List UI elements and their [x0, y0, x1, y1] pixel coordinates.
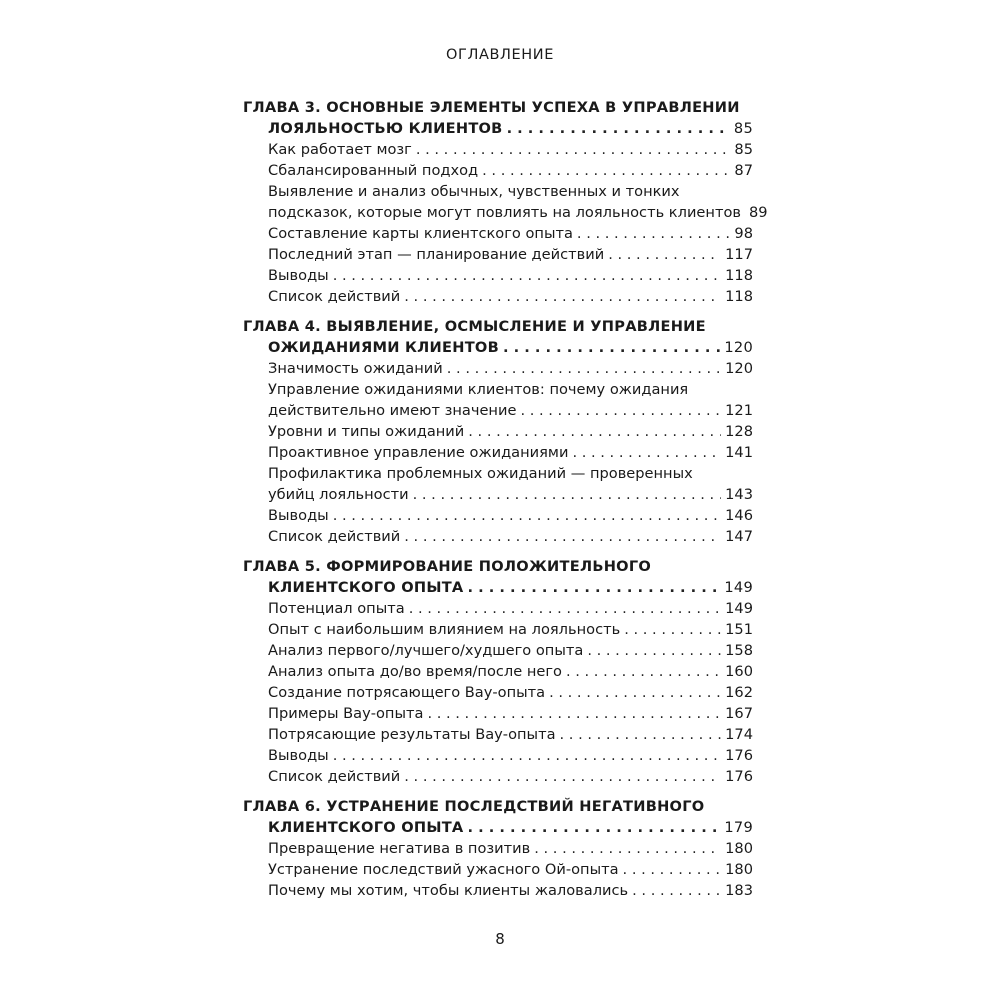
toc-entry-row [268, 838, 753, 859]
toc-entry-row [268, 265, 753, 286]
toc-entry-title: Значимость ожиданий [268, 360, 443, 377]
toc-entry[interactable] [243, 139, 753, 160]
toc-entry-title-line1: Управление ожиданиями клиентов: почему ожидания [268, 381, 689, 398]
dot-leader [427, 703, 721, 724]
toc-entry[interactable] [243, 223, 753, 244]
toc-entry[interactable] [243, 244, 753, 265]
toc-entry[interactable] [243, 859, 753, 880]
toc-entry-row [268, 724, 753, 745]
toc-entry-row [268, 682, 753, 703]
toc-entry-page-number: 87 [734, 162, 753, 179]
toc-entry-row [268, 703, 753, 724]
dot-leader [447, 358, 721, 379]
toc-entry-row [268, 880, 753, 901]
toc-entry-title: Выводы [268, 267, 329, 284]
toc-entry-row [268, 421, 753, 442]
toc-entry-title: Список действий [268, 528, 401, 545]
chapter-block [243, 316, 753, 547]
toc-entry-row [268, 766, 753, 787]
page-number: 8 [495, 930, 505, 948]
toc-entry-row [268, 598, 753, 619]
toc-entry-page-number: 89 [749, 204, 768, 221]
toc-entry-page-number: 162 [725, 684, 753, 701]
chapter-page-number: 179 [724, 819, 753, 836]
dot-leader [572, 442, 721, 463]
toc-entry[interactable] [243, 703, 753, 724]
toc-entry-page-number: 85 [734, 141, 753, 158]
toc-entry-title: Последний этап — планирование действий [268, 246, 605, 263]
dot-leader [413, 484, 722, 505]
dot-leader [577, 223, 731, 244]
toc-entry[interactable] [243, 745, 753, 766]
toc-entry-title: Как работает мозг [268, 141, 412, 158]
toc-entry-row [268, 139, 753, 160]
toc-entry-title: Уровни и типы ожиданий [268, 423, 465, 440]
chapter-title-continuation[interactable] [243, 577, 753, 598]
dot-leader [416, 139, 731, 160]
toc-entry-row [268, 505, 753, 526]
toc-entry-row [268, 286, 753, 307]
toc-entry-page-number: 146 [725, 507, 753, 524]
toc-entry[interactable] [243, 724, 753, 745]
chapter-title[interactable]: ГЛАВА 6. УСТРАНЕНИЕ ПОСЛЕДСТВИЙ НЕГАТИВНОГО [243, 798, 705, 815]
toc-entry-page-number: 128 [725, 423, 753, 440]
toc-entry-title: подсказок, которые могут повлиять на лояльность клиентов [268, 204, 741, 221]
toc-entry-page-number: 98 [734, 225, 753, 242]
chapter-title-line2: ЛОЯЛЬНОСТЬЮ КЛИЕНТОВ [268, 120, 503, 137]
toc-entry-row [268, 619, 753, 640]
toc-entry-row [268, 859, 753, 880]
toc-entry[interactable] [243, 838, 753, 859]
chapter-title-line2: ОЖИДАНИЯМИ КЛИЕНТОВ [268, 339, 499, 356]
toc-entry-row [268, 358, 753, 379]
toc-entry-title: Превращение негатива в позитив [268, 840, 531, 857]
toc-entry-title-line1: Профилактика проблемных ожиданий — проверенных [268, 465, 693, 482]
toc-entry-page-number: 176 [725, 747, 753, 764]
toc-entry-title: Проактивное управление ожиданиями [268, 444, 569, 461]
toc-entry-row [268, 661, 753, 682]
dot-leader [404, 526, 721, 547]
chapter-block [243, 796, 753, 901]
chapter-block [243, 97, 768, 307]
toc-entry[interactable] [243, 505, 753, 526]
chapter-page-number: 85 [733, 120, 753, 137]
dot-leader [624, 619, 721, 640]
chapter-title[interactable]: ГЛАВА 3. ОСНОВНЫЕ ЭЛЕМЕНТЫ УСПЕХА В УПРАВЛЕНИИ [243, 99, 740, 116]
chapter-title-line2: КЛИЕНТСКОГО ОПЫТА [268, 819, 464, 836]
dot-leader [333, 745, 721, 766]
toc-entry-row [268, 160, 753, 181]
dot-leader [560, 724, 722, 745]
toc-entry-page-number: 118 [725, 288, 753, 305]
toc-entry-page-number: 180 [725, 861, 753, 878]
toc-entry-title: Список действий [268, 288, 401, 305]
dot-leader [632, 880, 721, 901]
toc-entry-title: Составление карты клиентского опыта [268, 225, 573, 242]
toc-entry[interactable] [243, 181, 768, 223]
toc-entry-title: Список действий [268, 768, 401, 785]
toc-entry[interactable] [243, 358, 753, 379]
toc-entry-title: Выводы [268, 507, 329, 524]
toc-entry[interactable] [243, 160, 753, 181]
dot-leader [333, 265, 721, 286]
toc-entry-row [268, 745, 753, 766]
chapter-title-continuation[interactable] [243, 817, 753, 838]
toc-entry-page-number: 147 [725, 528, 753, 545]
toc-entry-page-number: 118 [725, 267, 753, 284]
dot-leader [520, 400, 721, 421]
chapter-title-line2: КЛИЕНТСКОГО ОПЫТА [268, 579, 464, 596]
toc-entry-title: Потрясающие результаты Вау-опыта [268, 726, 556, 743]
toc-entry-page-number: 120 [725, 360, 753, 377]
toc-entry-title: Анализ опыта до/во время/после него [268, 663, 562, 680]
dot-leader [404, 766, 721, 787]
dot-leader [608, 244, 721, 265]
toc-entry[interactable] [243, 682, 753, 703]
toc-entry[interactable] [243, 442, 753, 463]
toc-entry-row [268, 400, 753, 421]
chapter-title[interactable]: ГЛАВА 4. ВЫЯВЛЕНИЕ, ОСМЫСЛЕНИЕ И УПРАВЛЕНИЕ [243, 318, 706, 335]
dot-leader [404, 286, 721, 307]
toc-entry-row [268, 244, 753, 265]
toc-entry-title: убийц лояльности [268, 486, 409, 503]
dot-leader [566, 661, 721, 682]
toc-entry[interactable] [243, 661, 753, 682]
toc-entry[interactable] [243, 766, 753, 787]
toc-entry-page-number: 167 [725, 705, 753, 722]
toc-entry-row [268, 640, 753, 661]
toc-entry-title-line1: Выявление и анализ обычных, чувственных и тонких [268, 183, 680, 200]
dot-leader [482, 160, 730, 181]
dot-leader [507, 118, 730, 139]
toc-entry-page-number: 180 [725, 840, 753, 857]
toc-entry-page-number: 149 [725, 600, 753, 617]
toc-entry-page-number: 141 [725, 444, 753, 461]
toc-entry-page-number: 117 [725, 246, 753, 263]
toc-entry-title: действительно имеют значение [268, 402, 517, 419]
dot-leader [587, 640, 721, 661]
dot-leader [549, 682, 721, 703]
toc-entry-title: Почему мы хотим, чтобы клиенты жаловались [268, 882, 629, 899]
toc-entry[interactable] [243, 265, 753, 286]
dot-leader [503, 337, 720, 358]
toc-entry-title: Примеры Вау-опыта [268, 705, 424, 722]
dot-leader [467, 817, 720, 838]
toc-entry-page-number: 121 [725, 402, 753, 419]
running-head: ОГЛАВЛЕНИЕ [445, 47, 554, 63]
dot-leader [467, 577, 720, 598]
toc-entry-page-number: 183 [725, 882, 753, 899]
dot-leader [333, 505, 721, 526]
toc-entry-page-number: 160 [725, 663, 753, 680]
toc-entry[interactable] [243, 379, 753, 421]
toc-entry-page-number: 158 [725, 642, 753, 659]
dot-leader [623, 859, 722, 880]
chapter-block [243, 556, 753, 787]
toc-entry-title: Выводы [268, 747, 329, 764]
toc-entry-title: Сбалансированный подход [268, 162, 479, 179]
toc-entry-page-number: 143 [725, 486, 753, 503]
chapter-title-continuation[interactable] [243, 337, 753, 358]
toc-entry[interactable] [243, 598, 753, 619]
toc-entry-row [268, 223, 753, 244]
table-of-contents [243, 97, 768, 910]
toc-entry-row [268, 442, 753, 463]
toc-entry-title: Потенциал опыта [268, 600, 405, 617]
chapter-page-number: 120 [724, 339, 753, 356]
chapter-title-continuation[interactable] [243, 118, 753, 139]
dot-leader [534, 838, 721, 859]
dot-leader [468, 421, 721, 442]
toc-entry-title: Устранение последствий ужасного Ой-опыта [268, 861, 619, 878]
toc-entry-title: Создание потрясающего Вау-опыта [268, 684, 546, 701]
toc-entry-row [268, 484, 753, 505]
toc-entry[interactable] [243, 619, 753, 640]
toc-entry-row [268, 202, 768, 223]
chapter-title[interactable]: ГЛАВА 5. ФОРМИРОВАНИЕ ПОЛОЖИТЕЛЬНОГО [243, 558, 652, 575]
toc-entry[interactable] [243, 421, 753, 442]
toc-entry-title: Опыт с наибольшим влиянием на лояльность [268, 621, 621, 638]
chapter-page-number: 149 [724, 579, 753, 596]
toc-entry[interactable] [243, 640, 753, 661]
toc-entry[interactable] [243, 880, 753, 901]
dot-leader [409, 598, 721, 619]
toc-entry[interactable] [243, 286, 753, 307]
toc-entry-page-number: 151 [725, 621, 753, 638]
toc-entry-row [268, 526, 753, 547]
toc-entry[interactable] [243, 526, 753, 547]
toc-entry-page-number: 174 [725, 726, 753, 743]
toc-entry-page-number: 176 [725, 768, 753, 785]
toc-entry[interactable] [243, 463, 753, 505]
toc-entry-title: Анализ первого/лучшего/худшего опыта [268, 642, 584, 659]
